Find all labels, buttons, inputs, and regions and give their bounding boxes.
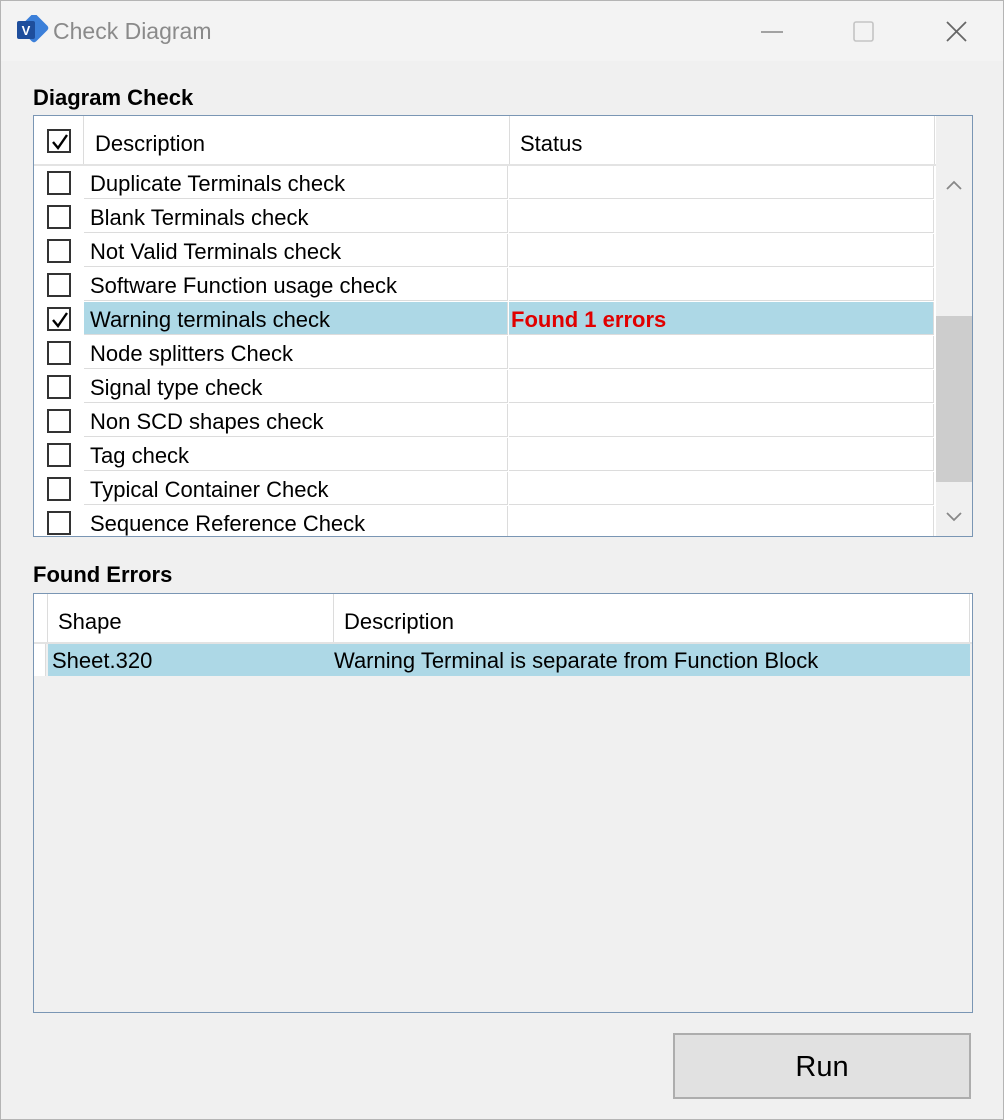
- check-description: Blank Terminals check: [84, 200, 508, 233]
- diagram-check-grid[interactable]: [33, 115, 973, 537]
- check-row[interactable]: [34, 404, 934, 438]
- check-status: [509, 506, 934, 537]
- checkbox-cell: [34, 234, 84, 268]
- header-checkbox-cell: [34, 116, 84, 164]
- check-row[interactable]: [34, 166, 934, 200]
- vertical-scrollbar[interactable]: [936, 116, 972, 536]
- run-button[interactable]: Run: [673, 1033, 971, 1099]
- check-row[interactable]: [34, 370, 934, 404]
- checkbox-cell: [34, 336, 84, 370]
- grid-header: [34, 116, 936, 166]
- found-errors-label: Found Errors: [33, 562, 173, 587]
- column-header-shape[interactable]: Shape: [48, 594, 334, 642]
- check-status: [509, 404, 934, 437]
- row-checkbox[interactable]: [47, 477, 71, 501]
- error-row[interactable]: [34, 644, 972, 676]
- row-checkbox[interactable]: [47, 443, 71, 467]
- error-description-cell[interactable]: Warning Terminal is separate from Function Block: [334, 644, 970, 676]
- check-status: [509, 438, 934, 471]
- errors-grid-header: [34, 594, 972, 644]
- check-status: [509, 472, 934, 505]
- check-row[interactable]: [34, 268, 934, 302]
- checkbox-cell: [34, 506, 84, 537]
- checkbox-cell: [34, 472, 84, 506]
- title-bar[interactable]: [1, 1, 1003, 61]
- scroll-up-icon[interactable]: [944, 178, 964, 192]
- minimize-icon[interactable]: [749, 11, 795, 53]
- check-status: [509, 234, 934, 267]
- check-status: [509, 336, 934, 369]
- row-checkbox[interactable]: [47, 511, 71, 535]
- row-checkbox[interactable]: [47, 409, 71, 433]
- checkbox-cell: [34, 404, 84, 438]
- scrollbar-thumb[interactable]: [936, 316, 972, 482]
- checkbox-cell: [34, 166, 84, 200]
- visio-icon: [15, 15, 49, 49]
- checkbox-cell: [34, 370, 84, 404]
- select-all-checkbox[interactable]: [47, 129, 71, 153]
- row-checkbox[interactable]: [47, 239, 71, 263]
- found-errors-grid[interactable]: [33, 593, 973, 1013]
- maximize-icon[interactable]: [841, 11, 887, 53]
- row-checkbox[interactable]: [47, 171, 71, 195]
- check-description: Tag check: [84, 438, 508, 471]
- column-header-description[interactable]: Description: [85, 116, 510, 164]
- check-description: Typical Container Check: [84, 472, 508, 505]
- check-description: Duplicate Terminals check: [84, 166, 508, 199]
- row-checkbox[interactable]: [47, 273, 71, 297]
- check-description: Software Function usage check: [84, 268, 508, 301]
- check-description: Signal type check: [84, 370, 508, 403]
- check-row[interactable]: [34, 472, 934, 506]
- diagram-check-label: Diagram Check: [33, 85, 194, 110]
- svg-text:V: V: [21, 23, 31, 38]
- check-row[interactable]: [34, 336, 934, 370]
- check-row[interactable]: [34, 302, 934, 336]
- check-status: [509, 370, 934, 403]
- row-checkbox[interactable]: [47, 375, 71, 399]
- row-header[interactable]: [34, 644, 46, 676]
- check-description: Warning terminals check: [84, 302, 508, 335]
- check-row[interactable]: [34, 200, 934, 234]
- checkbox-cell: [34, 438, 84, 472]
- check-description: Not Valid Terminals check: [84, 234, 508, 267]
- check-row[interactable]: [34, 438, 934, 472]
- row-header-corner: [34, 594, 48, 642]
- check-row[interactable]: [34, 234, 934, 268]
- checkmark-icon: [50, 310, 70, 330]
- scroll-down-icon[interactable]: [944, 510, 964, 524]
- check-status: [509, 200, 934, 233]
- row-checkbox[interactable]: [47, 307, 71, 331]
- checkbox-cell: [34, 200, 84, 234]
- close-icon[interactable]: [933, 11, 979, 53]
- row-checkbox[interactable]: [47, 205, 71, 229]
- check-description: Non SCD shapes check: [84, 404, 508, 437]
- column-header-error-description[interactable]: Description: [334, 594, 970, 642]
- check-description: Node splitters Check: [84, 336, 508, 369]
- check-description: Sequence Reference Check: [84, 506, 508, 537]
- check-status: [509, 166, 934, 199]
- window-title: Check Diagram: [53, 18, 212, 44]
- column-header-status[interactable]: Status: [510, 116, 935, 164]
- checkbox-cell: [34, 302, 84, 336]
- check-status: Found 1 errors: [509, 302, 934, 335]
- error-shape-cell[interactable]: Sheet.320: [48, 644, 334, 676]
- check-row[interactable]: [34, 506, 934, 537]
- check-status: [509, 268, 934, 301]
- row-checkbox[interactable]: [47, 341, 71, 365]
- checkbox-cell: [34, 268, 84, 302]
- checkmark-icon: [50, 132, 70, 152]
